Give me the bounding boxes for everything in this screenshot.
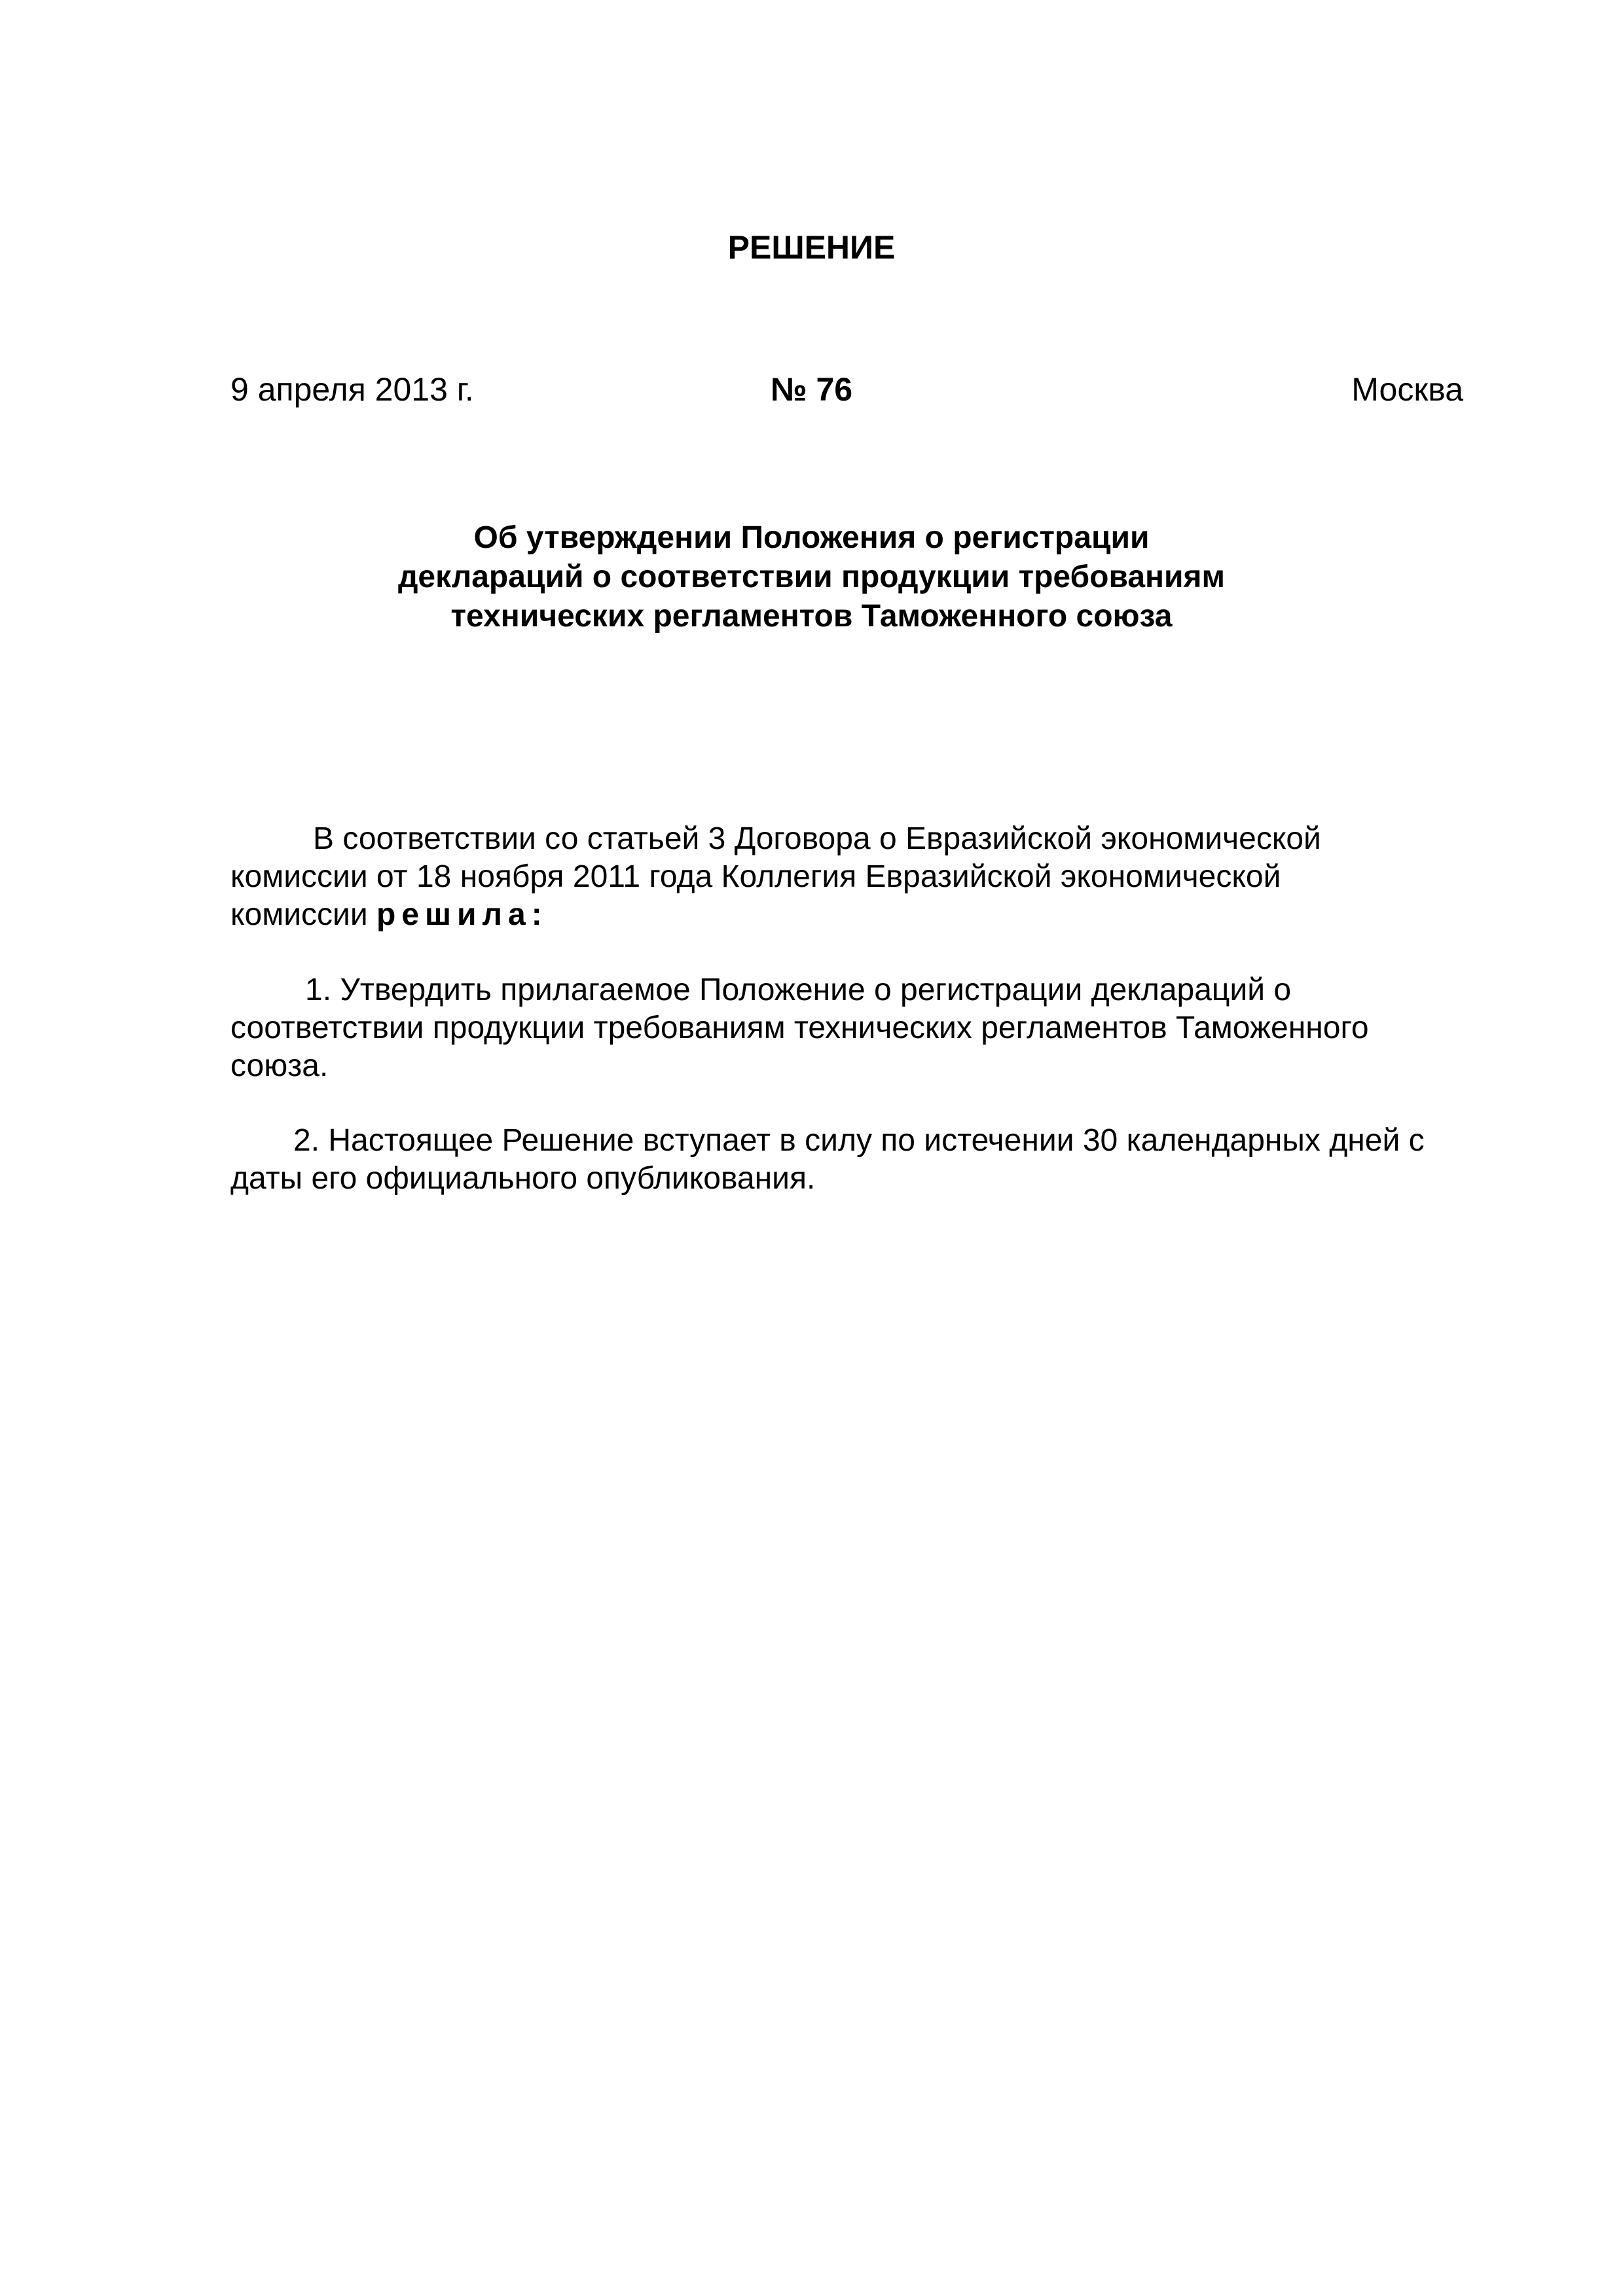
item-2-line: 2. Настоящее Решение вступает в силу по истечении 30 календарных дней с [293,1123,1425,1158]
item-2-line: даты его официального опубликования. [230,1161,816,1196]
item-1-line: союза. [230,1049,329,1083]
subject-line: Об утверждении Положения о регистрации [473,520,1150,555]
item-2-paragraph [230,1122,1474,1198]
document-title: РЕШЕНИЕ [727,229,896,266]
item-1-paragraph [230,971,1474,1085]
item-1-line: соответствии продукции требованиям технических регламентов Таможенного [230,1011,1369,1045]
document-date: 9 апреля 2013 г. [230,371,474,408]
document-subject [0,518,1623,636]
document-meta-row [0,370,1623,409]
decided-word: решила: [376,897,548,932]
subject-line: технических регламентов Таможенного союза [450,599,1173,634]
preamble-paragraph [230,820,1474,934]
preamble-line-prefix: комиссии [230,897,377,932]
subject-line: деклараций о соответствии продукции требованиям [397,560,1226,594]
document-number: № 76 [770,371,853,408]
item-1-line: 1. Утвердить прилагаемое Положение о регистрации деклараций о [305,973,1292,1007]
preamble-line: В соответствии со статьей 3 Договора о Евразийской экономической [313,821,1321,856]
document-city: Москва [1351,371,1463,408]
preamble-line: комиссии от 18 ноября 2011 года Коллегия Евразийской экономической [230,859,1281,894]
preamble-line [230,896,1474,934]
